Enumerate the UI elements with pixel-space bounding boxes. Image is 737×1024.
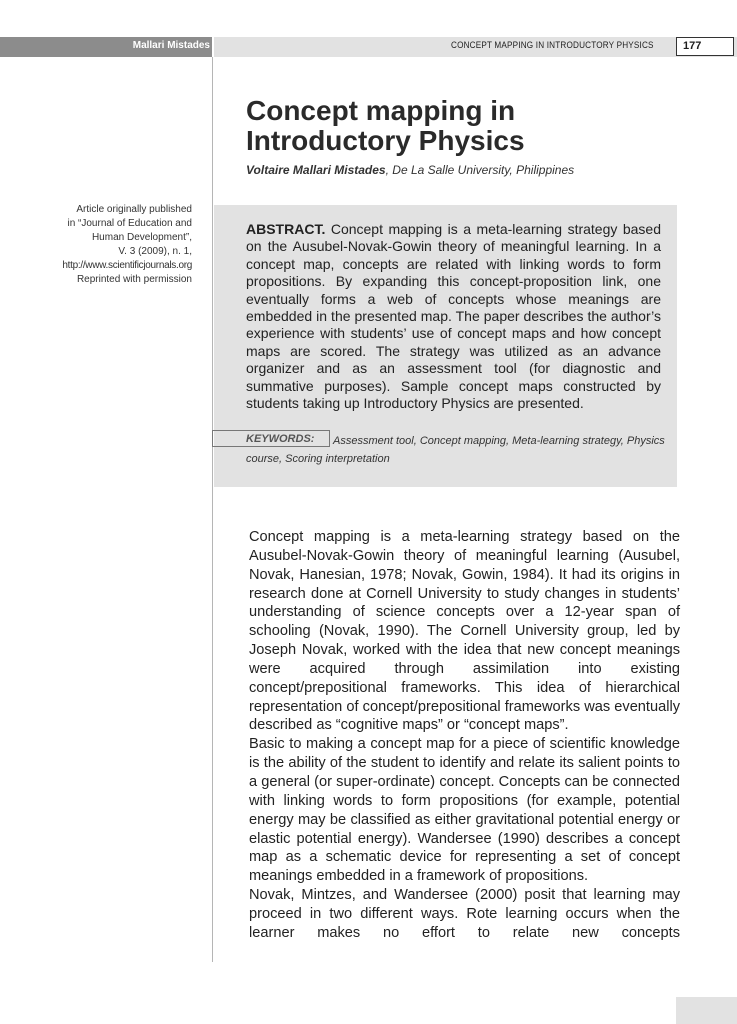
body-paragraph: Basic to making a concept map for a piece of scientific knowledge is the ability of the student to identify and relate its salient points to a general (or super-ordinate) concept. Concepts can be connected with linking words to form propositions (for example, potential energy may be classified as either gravitational potential energy or elastic potential energy). Wandersee (1990) describes a concept map as a schematic device for representing a set of concept meanings embedded in a framework of propositions. — [249, 736, 680, 885]
abstract-label: ABSTRACT. — [246, 221, 326, 237]
publication-note-line: V. 3 (2009), n. 1, — [118, 246, 192, 257]
article-title-line2: Introductory Physics — [246, 125, 525, 156]
publication-note-line: Reprinted with permission — [76, 274, 192, 285]
keywords-label: KEYWORDS: — [246, 433, 315, 445]
body-paragraph: Concept mapping is a meta-learning strategy based on the Ausubel-Novak-Gowin theory of meaningful learning (Ausubel, Novak, Hanesian, 1978; Novak, Gowin, 1984). It had its origins in research done at Cornell University to study changes in students’ understanding of science concepts over a 12-year span of schooling (Novak, 1990). The Cornell University group, led by Joseph Novak, worked with the idea that new concept meanings were acquired through assimilation into existing concept/prepositional frameworks. This idea of hierarchical representation of concept/prepositional frameworks was eventually described as “cognitive maps” or “concept maps”. — [249, 529, 680, 734]
running-title: CONCEPT MAPPING IN INTRODUCTORY PHYSICS — [451, 40, 654, 51]
article-title-line1: Concept mapping in — [246, 95, 516, 126]
keywords-text: Assessment tool, Concept mapping, Meta-learning strategy, Physics course, Scoring interpretation — [246, 435, 665, 465]
page-corner-tab — [676, 997, 737, 1024]
body-text — [249, 528, 680, 943]
page-number: 177 — [676, 37, 734, 56]
column-divider — [212, 57, 213, 962]
author-affiliation: , De La Salle University, Philippines — [385, 163, 575, 177]
publication-note-line: Article originally published — [76, 204, 192, 215]
publication-note-url: http://www.scientificjournals.org — [62, 260, 192, 271]
author-tab-label: Mallari Mistades — [132, 40, 210, 51]
publication-note — [12, 203, 192, 287]
body-paragraph: Novak, Mintzes, and Wandersee (2000) posit that learning may proceed in two different ways. Rote learning occurs when the learner makes no effort to relate new concepts — [249, 887, 680, 941]
publication-note-line: Human Development”, — [91, 232, 192, 243]
author-line — [246, 163, 574, 177]
abstract — [246, 221, 661, 412]
author-name: Voltaire Mallari Mistades — [246, 163, 386, 177]
abstract-body: Concept mapping is a meta-learning strategy based on the Ausubel-Novak-Gowin theory of meaningful learning. In a concept map, concepts are related with linking words to form propositions. By expanding this concept-proposition link, one eventually forms a web of concepts whose meanings are embedded in the presented map. The paper describes the author’s experience with students’ use of concept maps and how concept maps are scored. The strategy was utilized as an advance organizer and as an assessment tool (for diagnostic and summative purposes). Sample concept maps constructed by students taking up Introductory Physics are presented. — [246, 221, 661, 412]
publication-note-line: in “Journal of Education and — [67, 218, 192, 229]
article-title — [246, 96, 525, 156]
author-tab — [0, 37, 212, 57]
